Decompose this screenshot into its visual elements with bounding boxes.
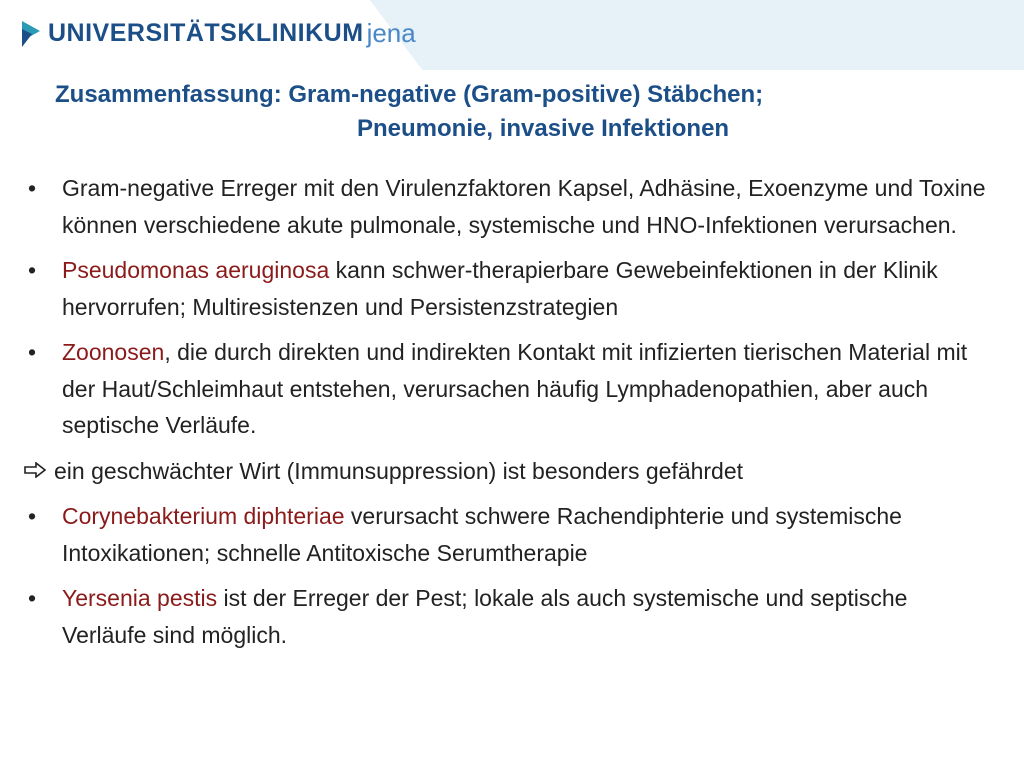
bullet-dot: •	[28, 585, 37, 611]
bullet-dot: •	[28, 339, 37, 365]
university-arrow-logo-icon	[22, 21, 40, 47]
bullet-dot: •	[28, 503, 37, 529]
bullet-text: verursacht schwere Rachendiphterie und systemische Intoxikationen; schnelle Antitoxische Serumtherapie	[62, 503, 902, 566]
bullet-item	[28, 498, 998, 571]
bullet-dot: •	[28, 175, 37, 201]
bullet-item	[28, 170, 998, 243]
bullet-text: , die durch direkten und indirekten Kontakt mit infizierten tierischen Material mit der Haut/Schleimhaut entstehen, verursachen häufig Lymphadenopathien, aber auch septische Verläufe.	[62, 339, 968, 438]
header-corner-band	[370, 0, 1024, 70]
slide-content	[28, 170, 998, 662]
bullet-text: Gram-negative Erreger mit den Virulenzfaktoren Kapsel, Adhäsine, Exoenzyme und Toxine können verschiedene akute pulmonale, systemische und HNO-Infektionen verursachen.	[62, 175, 986, 238]
university-logo	[22, 18, 416, 49]
bullet-highlight-term: Corynebakterium diphteriae	[62, 503, 345, 529]
arrow-note	[24, 453, 998, 490]
bullet-item	[28, 334, 998, 444]
logo-suffix: jena	[366, 18, 416, 48]
logo-wordmark: UNIVERSITÄTSKLINIKUM	[48, 19, 364, 47]
bullet-item	[28, 252, 998, 325]
bullet-highlight-term: Zoonosen	[62, 339, 165, 365]
arrow-note-text: ein geschwächter Wirt (Immunsuppression) ist besonders gefährdet	[54, 457, 744, 484]
slide-title-line-2: Pneumonie, invasive Infektionen	[357, 115, 730, 142]
bullet-item	[28, 580, 998, 653]
bullet-text: kann schwer-therapierbare Gewebeinfektionen in der Klinik hervorrufen; Multiresistenzen und Persistenzstrategien	[62, 257, 938, 320]
slide-title-line-1: Zusammenfassung: Gram-negative (Gram-positive) Stäbchen;	[55, 81, 764, 108]
bullet-highlight-term: Yersenia pestis	[62, 585, 218, 611]
bullet-dot: •	[28, 257, 37, 283]
slide-title	[0, 78, 1024, 146]
bullet-text: ist der Erreger der Pest; lokale als auch systemische und septische Verläufe sind möglich.	[62, 585, 908, 648]
right-arrow-outline-icon	[24, 462, 46, 478]
bullet-highlight-term: Pseudomonas aeruginosa	[62, 257, 330, 283]
